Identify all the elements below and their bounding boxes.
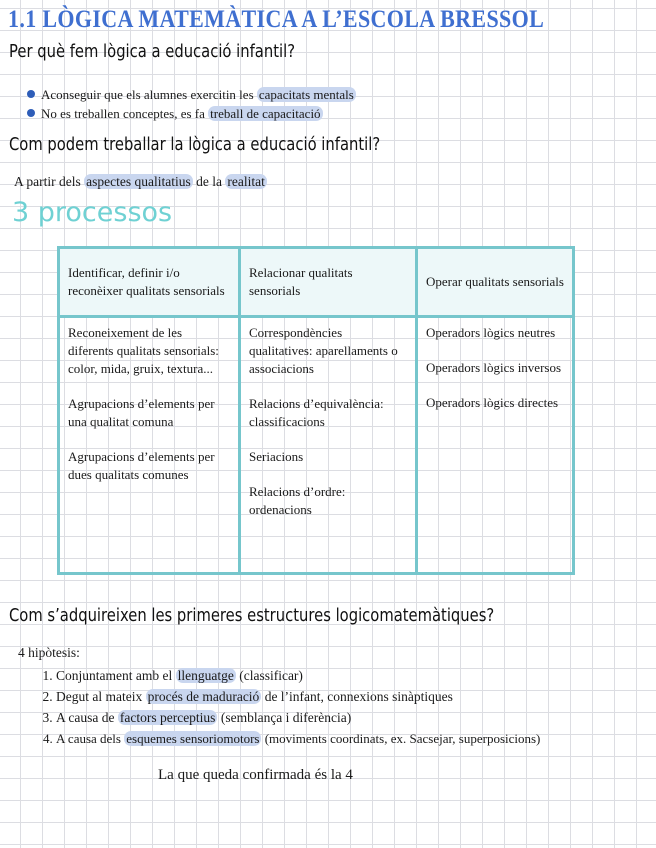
list-item — [56, 686, 540, 707]
table-header-row — [59, 248, 574, 317]
table-cell — [59, 317, 240, 574]
list-item — [56, 665, 540, 686]
section-heading-processos: 3 processos — [12, 197, 173, 228]
highlight: factors perceptius — [119, 710, 216, 725]
item-text: Conjuntament amb el — [56, 668, 176, 683]
cell-item: Agrupacions d’elements per dues qualitats comunes — [68, 449, 215, 482]
item-text: A causa dels — [56, 731, 125, 746]
cell-item: Operadors lògics neutres — [426, 325, 556, 340]
table-cell — [417, 317, 574, 574]
cell-item: Operadors lògics inversos — [426, 360, 562, 375]
highlight: realitat — [227, 174, 265, 189]
table-cell — [240, 317, 417, 574]
cell-item: Relacions d’ordre: ordenacions — [249, 484, 346, 517]
item-text: (classificar) — [235, 668, 303, 683]
table-row — [59, 317, 574, 574]
question-structures: Com s’adquireixen les primeres estructures logicomatemàtiques? — [9, 605, 495, 626]
question-how-work: Com podem treballar la lògica a educació infantil? — [9, 134, 381, 155]
bullet-dot-icon — [27, 109, 35, 117]
highlight: procés de maduració — [147, 689, 260, 704]
item-text: de l’infant, connexions sinàptiques — [261, 689, 453, 704]
cell-item: Relacions d’equivalència: classificacions — [249, 396, 384, 429]
answer-line — [14, 174, 267, 190]
bullet-item — [27, 87, 356, 103]
item-text: Degut al mateix — [56, 689, 146, 704]
table-header-cell: Identificar, definir i/o reconèixer qualitats sensorials — [59, 248, 240, 317]
highlight: llenguatge — [177, 668, 234, 683]
bullet-dot-icon — [27, 90, 35, 98]
bullet-item — [27, 106, 323, 122]
conclusion-text: La que queda confirmada és la 4 — [158, 767, 353, 783]
cell-item: Reconeixement de les diferents qualitats sensorials: color, mida, gruix, textura... — [68, 325, 219, 376]
cell-item: Seriacions — [249, 449, 304, 464]
highlight: aspectes qualitatius — [86, 174, 191, 189]
hypotheses-list — [20, 665, 540, 749]
highlight: capacitats mentals — [258, 87, 354, 102]
question-why-logic: Per què fem lògica a educació infantil? — [9, 41, 296, 62]
item-text: A causa de — [56, 710, 118, 725]
bullet-text-pre: No es treballen conceptes, es fa — [41, 106, 209, 121]
processes-table — [57, 246, 575, 575]
item-text: (moviments coordinats, ex. Sacsejar, superposicions) — [261, 731, 541, 746]
item-text: (semblança i diferència) — [217, 710, 352, 725]
page-title: 1.1 LÒGICA MATEMÀTICA A L’ESCOLA BRESSOL — [8, 6, 545, 33]
answer-text: A partir dels — [14, 174, 85, 189]
highlight: treball de capacitació — [210, 106, 321, 121]
bullet-text-pre: Aconseguir que els alumnes exercitin les — [41, 87, 257, 102]
table-header-cell: Relacionar qualitats sensorials — [240, 248, 417, 317]
table-header-cell: Operar qualitats sensorials — [417, 248, 574, 317]
hypotheses-intro: 4 hipòtesis: — [18, 645, 80, 660]
cell-item: Agrupacions d’elements per una qualitat comuna — [68, 396, 215, 429]
list-item — [56, 707, 540, 728]
highlight: esquemes sensoriomotors — [126, 731, 260, 746]
cell-item: Correspondències qualitatives: aparellaments o associacions — [249, 325, 398, 376]
list-item — [56, 728, 540, 749]
answer-text: de la — [192, 174, 226, 189]
cell-item: Operadors lògics directes — [426, 395, 559, 410]
